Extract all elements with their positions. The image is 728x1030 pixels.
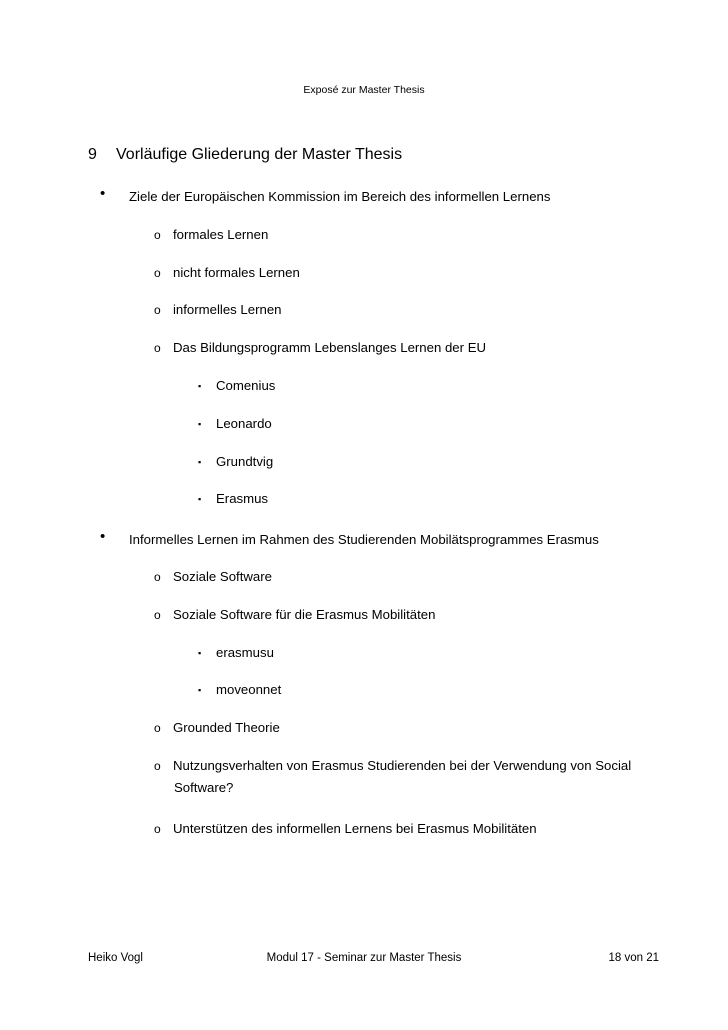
square-marker: ▪ [198, 494, 202, 504]
outline-item: Grundtvig [216, 454, 274, 469]
square-marker: ▪ [198, 381, 202, 391]
outline-item: Leonardo [216, 416, 272, 431]
circle-marker: o [154, 341, 161, 355]
circle-marker: o [154, 822, 161, 836]
circle-marker: o [154, 721, 161, 735]
footer-author: Heiko Vogl [88, 952, 143, 964]
bullet-marker: • [100, 528, 106, 545]
square-marker: ▪ [198, 419, 202, 429]
circle-marker: o [154, 608, 161, 622]
square-marker: ▪ [198, 457, 202, 467]
outline-item: Ziele der Europäischen Kommission im Bereich des informellen Lernens [129, 189, 551, 204]
circle-marker: o [154, 303, 161, 317]
outline-item: Das Bildungsprogramm Lebenslanges Lernen der EU [173, 340, 487, 355]
footer-page-number: 18 von 21 [608, 952, 659, 964]
outline-item: erasmusu [216, 645, 274, 660]
footer-module: Modul 17 - Seminar zur Master Thesis [266, 952, 462, 964]
section-number: 9 [88, 146, 97, 163]
outline-item: Erasmus [216, 491, 269, 506]
circle-marker: o [154, 570, 161, 584]
bullet-marker: • [100, 185, 106, 202]
outline-item: nicht formales Lernen [173, 265, 300, 280]
section-title: Vorläufige Gliederung der Master Thesis [116, 146, 403, 163]
circle-marker: o [154, 228, 161, 242]
outline-item: Soziale Software [173, 569, 272, 584]
circle-marker: o [154, 759, 161, 773]
outline-item: Informelles Lernen im Rahmen des Studierenden Mobilätsprogrammes Erasmus [129, 532, 599, 547]
outline-item: Grounded Theorie [173, 720, 280, 735]
circle-marker: o [154, 266, 161, 280]
outline-item: Comenius [216, 378, 276, 393]
outline-item: moveonnet [216, 682, 282, 697]
outline-item: informelles Lernen [173, 302, 282, 317]
square-marker: ▪ [198, 685, 202, 695]
outline-item: Soziale Software für die Erasmus Mobilitäten [173, 607, 436, 622]
outline-item-continuation: Software? [174, 780, 234, 795]
outline-item: formales Lernen [173, 227, 269, 242]
outline-item: Unterstützen des informellen Lernens bei Erasmus Mobilitäten [173, 821, 537, 836]
outline-item: Nutzungsverhalten von Erasmus Studierenden bei der Verwendung von Social [173, 758, 632, 773]
square-marker: ▪ [198, 648, 202, 658]
page-header: Exposé zur Master Thesis [303, 84, 425, 96]
